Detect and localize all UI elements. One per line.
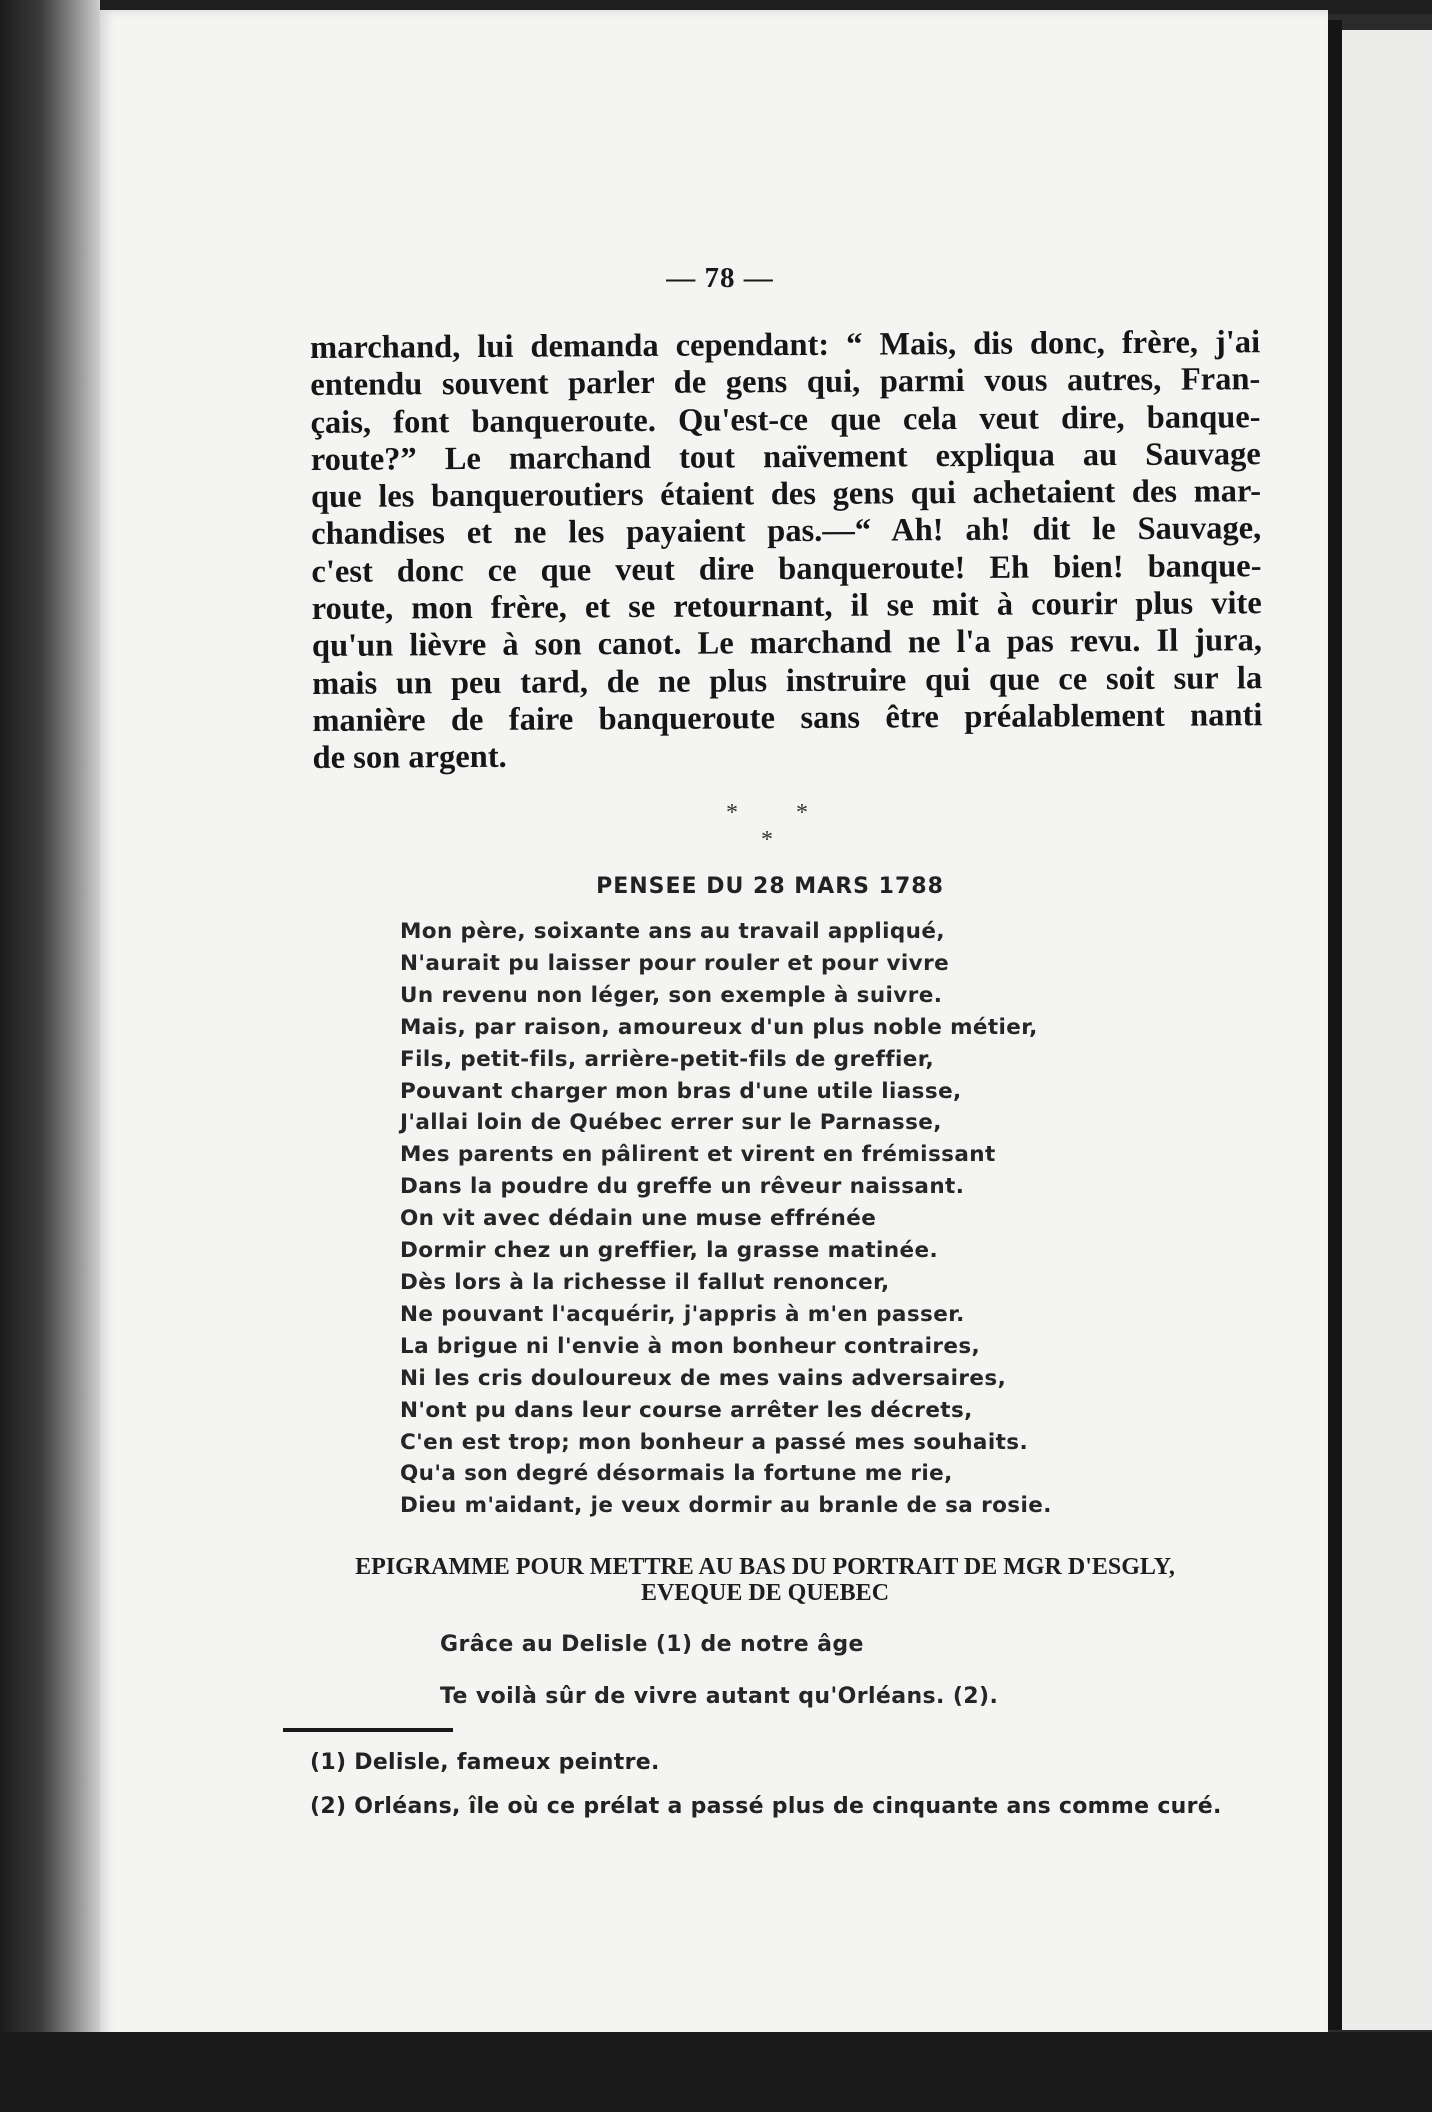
book-spine: [0, 0, 100, 2040]
poem: [400, 916, 1100, 1522]
poem-verse: Dieu m'aidant, je veux dormir au branle de sa rosie.: [400, 1493, 1052, 1519]
prose-line: route?” Le marchand tout naïvement expliqua au Sauvage: [310, 436, 1261, 478]
footnote-rule: [283, 1728, 453, 1732]
prose-line: manière de faire banqueroute sans être préalablement nanti: [312, 697, 1263, 739]
prose-line: que les banqueroutiers étaient des gens qui achetaient des mar-: [310, 473, 1262, 516]
poem-verse: Ni les cris douloureux de mes vains adversaires,: [400, 1365, 1007, 1391]
prose-paragraph: [310, 324, 1263, 777]
poem-title: PENSEE DU 28 MARS 1788: [596, 874, 944, 899]
prose-line: marchand, lui demanda cependant: “ Mais, dis donc, frère, j'ai: [310, 324, 1261, 366]
prose-line: chandises et ne les payaient pas.—“ Ah! ah! dit le Sauvage,: [311, 510, 1262, 553]
page-number: — 78 —: [666, 262, 774, 294]
prose-line: qu'un lièvre à son canot. Le marchand ne l'a pas revu. Il jura,: [311, 622, 1263, 665]
poem-verse: Dans la poudre du greffe un rêveur naissant.: [400, 1174, 965, 1200]
epigram-title: [285, 1554, 1245, 1606]
prose-line: entendu souvent parler de gens qui, parmi vous autres, Fran-: [310, 361, 1261, 404]
prose-line: route, mon frère, et se retournant, il se mit à courir plus vite: [311, 585, 1262, 628]
prose-line: c'est donc ce que veut dire banqueroute! Eh bien! banque-: [311, 547, 1262, 590]
poem-verse: Mais, par raison, amoureux d'un plus noble métier,: [400, 1014, 1038, 1040]
poem-verse: Dormir chez un greffier, la grasse matinée.: [400, 1238, 939, 1264]
poem-verse: Pouvant charger mon bras d'une utile liasse,: [400, 1078, 962, 1104]
poem-verse: C'en est trop; mon bonheur a passé mes souhaits.: [400, 1429, 1029, 1455]
poem-verse: Mon père, soixante ans au travail appliqué,: [400, 919, 945, 944]
poem-verse: N'aurait pu laisser pour rouler et pour vivre: [400, 950, 950, 976]
poem-verse: On vit avec dédain une muse effrénée: [400, 1206, 877, 1232]
section-separator: * * *: [726, 800, 834, 853]
poem-verse: Fils, petit-fils, arrière-petit-fils de greffier,: [400, 1046, 935, 1072]
poem-verse: J'allai loin de Québec errer sur le Parnasse,: [400, 1110, 942, 1136]
poem-verse: Dès lors à la richesse il fallut renoncer,: [400, 1269, 890, 1295]
page-gutter: [1328, 20, 1342, 2030]
prose-line: mais un peu tard, de ne plus instruire qui que ce soit sur la: [312, 659, 1263, 702]
epigram-title-line: EVEQUE DE QUEBEC: [640, 1580, 890, 1606]
facing-page-edge: [1342, 30, 1432, 2030]
footnote: (1) Delisle, fameux peintre.: [310, 1750, 660, 1775]
poem-verse: Un revenu non léger, son exemple à suivre.: [400, 982, 943, 1008]
poem-verse: Ne pouvant l'acquérir, j'appris à m'en passer.: [400, 1301, 965, 1327]
epigram-verse: Grâce au Delisle (1) de notre âge: [440, 1632, 864, 1657]
epigram-verse: Te voilà sûr de vivre autant qu'Orléans. (2).: [440, 1684, 999, 1709]
poem-verse: Mes parents en pâlirent et virent en frémissant: [400, 1142, 996, 1168]
prose-line: de son argent.: [312, 739, 507, 777]
epigram-title-line: EPIGRAMME POUR METTRE AU BAS DU PORTRAIT DE MGR D'ESGLY,: [355, 1554, 1175, 1580]
poem-verse: La brigue ni l'envie à mon bonheur contraires,: [400, 1333, 981, 1359]
poem-verse: N'ont pu dans leur course arrêter les décrets,: [400, 1397, 973, 1423]
scan-bottom-border: [0, 2032, 1432, 2112]
prose-line: çais, font banqueroute. Qu'est-ce que cela veut dire, banque-: [310, 398, 1261, 441]
poem-verse: Qu'a son degré désormais la fortune me rie,: [400, 1461, 953, 1487]
footnote: (2) Orléans, île où ce prélat a passé plus de cinquante ans comme curé.: [310, 1794, 1222, 1819]
